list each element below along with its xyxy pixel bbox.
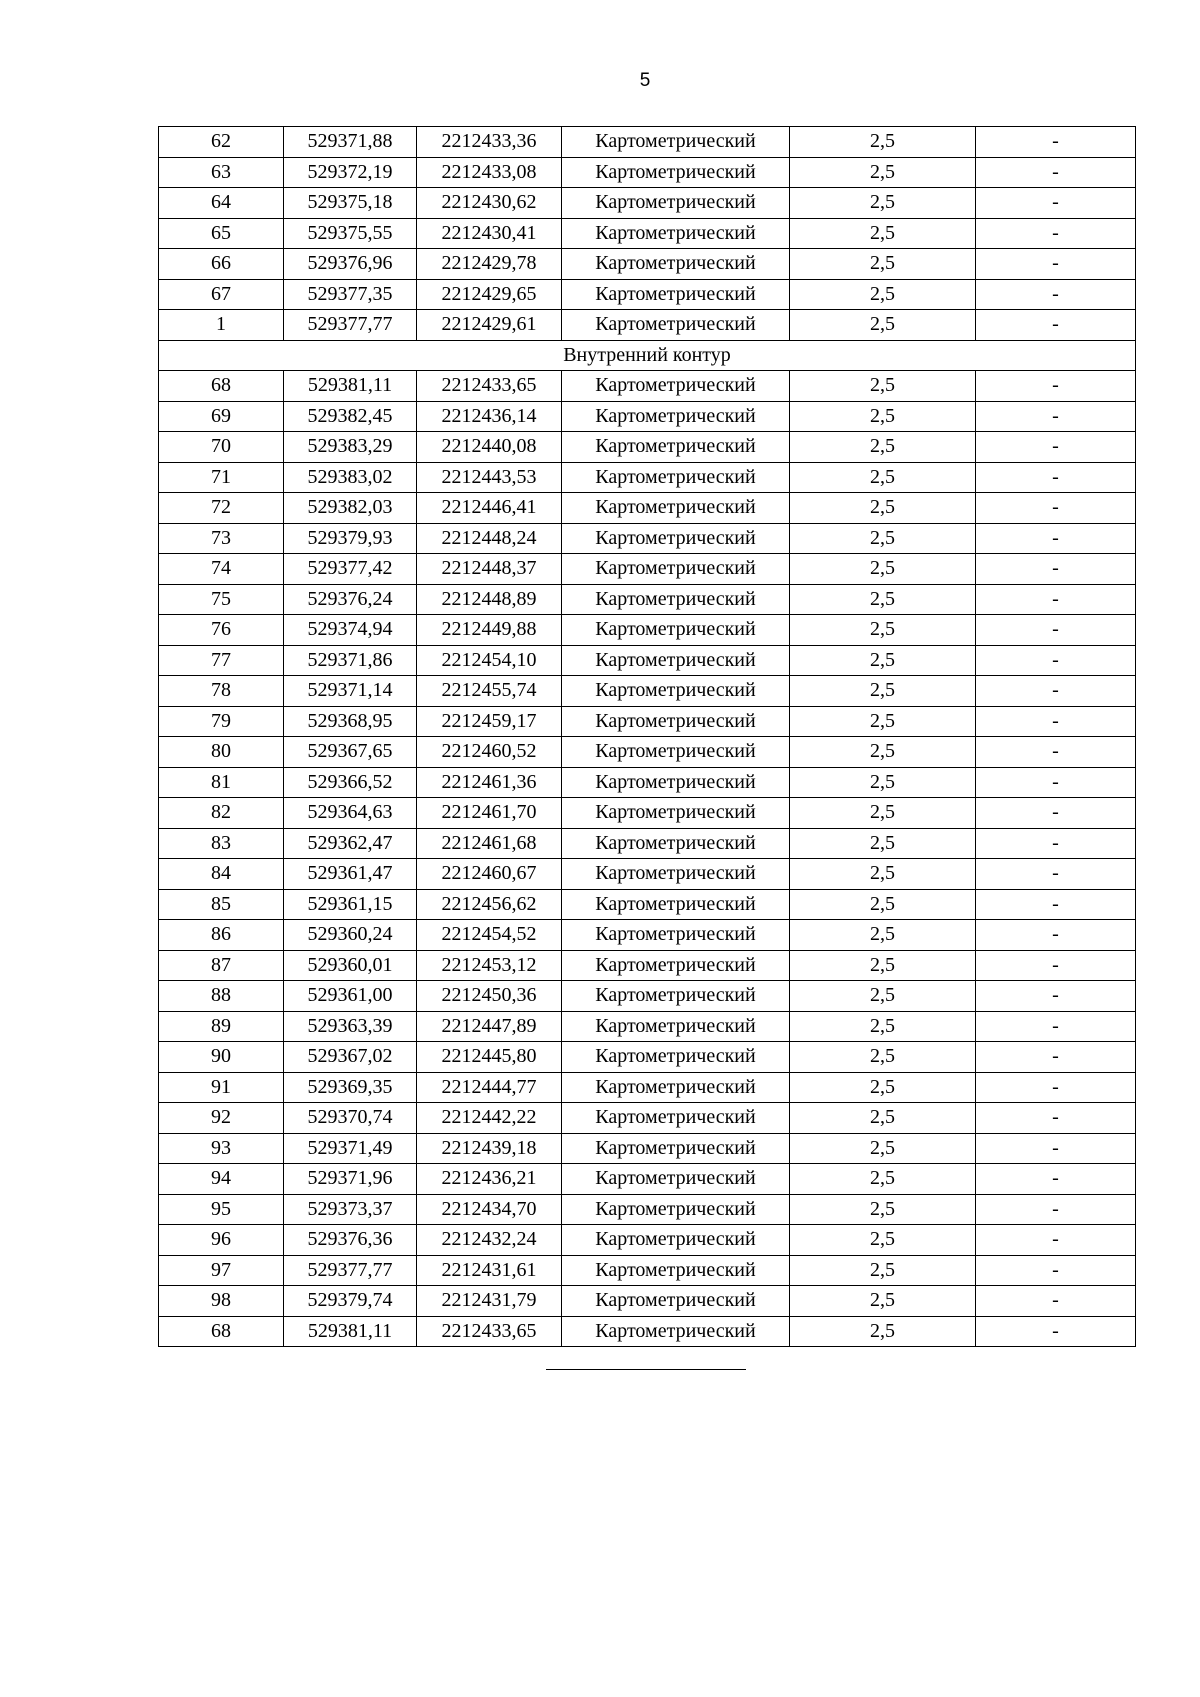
table-row: [159, 493, 1136, 524]
method-cell: Картометрический: [562, 1103, 790, 1134]
x-coordinate-cell: 529371,96: [284, 1164, 417, 1195]
table-row: [159, 188, 1136, 219]
description-cell: -: [976, 310, 1136, 341]
method-cell: Картометрический: [562, 1286, 790, 1317]
table-row: [159, 920, 1136, 951]
x-coordinate-cell: 529361,00: [284, 981, 417, 1012]
y-coordinate-cell: 2212431,61: [417, 1255, 562, 1286]
description-cell: -: [976, 767, 1136, 798]
method-cell: Картометрический: [562, 554, 790, 585]
x-coordinate-cell: 529375,55: [284, 218, 417, 249]
method-cell: Картометрический: [562, 950, 790, 981]
description-cell: -: [976, 981, 1136, 1012]
y-coordinate-cell: 2212454,52: [417, 920, 562, 951]
x-coordinate-cell: 529363,39: [284, 1011, 417, 1042]
point-number-cell: 80: [159, 737, 284, 768]
description-cell: -: [976, 615, 1136, 646]
point-number-cell: 98: [159, 1286, 284, 1317]
accuracy-cell: 2,5: [790, 432, 976, 463]
x-coordinate-cell: 529372,19: [284, 157, 417, 188]
point-number-cell: 66: [159, 249, 284, 280]
point-number-cell: 81: [159, 767, 284, 798]
table-row: [159, 798, 1136, 829]
method-cell: Картометрический: [562, 1133, 790, 1164]
accuracy-cell: 2,5: [790, 188, 976, 219]
method-cell: Картометрический: [562, 737, 790, 768]
y-coordinate-cell: 2212442,22: [417, 1103, 562, 1134]
method-cell: Картометрический: [562, 1194, 790, 1225]
x-coordinate-cell: 529367,65: [284, 737, 417, 768]
description-cell: -: [976, 889, 1136, 920]
x-coordinate-cell: 529377,42: [284, 554, 417, 585]
point-number-cell: 91: [159, 1072, 284, 1103]
x-coordinate-cell: 529376,36: [284, 1225, 417, 1256]
point-number-cell: 70: [159, 432, 284, 463]
description-cell: -: [976, 1011, 1136, 1042]
table-row: [159, 523, 1136, 554]
table-row: [159, 1316, 1136, 1347]
y-coordinate-cell: 2212453,12: [417, 950, 562, 981]
accuracy-cell: 2,5: [790, 127, 976, 158]
accuracy-cell: 2,5: [790, 523, 976, 554]
y-coordinate-cell: 2212461,70: [417, 798, 562, 829]
accuracy-cell: 2,5: [790, 1133, 976, 1164]
table-row: [159, 737, 1136, 768]
y-coordinate-cell: 2212430,62: [417, 188, 562, 219]
table-row: [159, 676, 1136, 707]
description-cell: -: [976, 279, 1136, 310]
description-cell: -: [976, 157, 1136, 188]
x-coordinate-cell: 529379,74: [284, 1286, 417, 1317]
point-number-cell: 79: [159, 706, 284, 737]
x-coordinate-cell: 529371,86: [284, 645, 417, 676]
y-coordinate-cell: 2212432,24: [417, 1225, 562, 1256]
table-row: [159, 645, 1136, 676]
table-row: [159, 401, 1136, 432]
description-cell: -: [976, 249, 1136, 280]
method-cell: Картометрический: [562, 249, 790, 280]
method-cell: Картометрический: [562, 432, 790, 463]
x-coordinate-cell: 529371,14: [284, 676, 417, 707]
accuracy-cell: 2,5: [790, 493, 976, 524]
y-coordinate-cell: 2212440,08: [417, 432, 562, 463]
y-coordinate-cell: 2212445,80: [417, 1042, 562, 1073]
accuracy-cell: 2,5: [790, 1103, 976, 1134]
method-cell: Картометрический: [562, 676, 790, 707]
point-number-cell: 90: [159, 1042, 284, 1073]
point-number-cell: 85: [159, 889, 284, 920]
point-number-cell: 82: [159, 798, 284, 829]
y-coordinate-cell: 2212436,21: [417, 1164, 562, 1195]
accuracy-cell: 2,5: [790, 859, 976, 890]
y-coordinate-cell: 2212449,88: [417, 615, 562, 646]
method-cell: Картометрический: [562, 706, 790, 737]
y-coordinate-cell: 2212431,79: [417, 1286, 562, 1317]
accuracy-cell: 2,5: [790, 798, 976, 829]
table-row: [159, 767, 1136, 798]
x-coordinate-cell: 529371,88: [284, 127, 417, 158]
x-coordinate-cell: 529375,18: [284, 188, 417, 219]
accuracy-cell: 2,5: [790, 310, 976, 341]
table-row: [159, 1042, 1136, 1073]
description-cell: -: [976, 523, 1136, 554]
point-number-cell: 89: [159, 1011, 284, 1042]
method-cell: Картометрический: [562, 371, 790, 402]
accuracy-cell: 2,5: [790, 1255, 976, 1286]
accuracy-cell: 2,5: [790, 615, 976, 646]
section-title: Внутренний контур: [159, 340, 1136, 371]
y-coordinate-cell: 2212433,65: [417, 371, 562, 402]
point-number-cell: 97: [159, 1255, 284, 1286]
method-cell: Картометрический: [562, 889, 790, 920]
accuracy-cell: 2,5: [790, 828, 976, 859]
description-cell: -: [976, 798, 1136, 829]
method-cell: Картометрический: [562, 279, 790, 310]
description-cell: -: [976, 1133, 1136, 1164]
x-coordinate-cell: 529361,15: [284, 889, 417, 920]
method-cell: Картометрический: [562, 859, 790, 890]
accuracy-cell: 2,5: [790, 157, 976, 188]
point-number-cell: 73: [159, 523, 284, 554]
y-coordinate-cell: 2212448,89: [417, 584, 562, 615]
end-of-table-line: [546, 1369, 746, 1370]
description-cell: -: [976, 401, 1136, 432]
accuracy-cell: 2,5: [790, 584, 976, 615]
accuracy-cell: 2,5: [790, 889, 976, 920]
method-cell: Картометрический: [562, 218, 790, 249]
accuracy-cell: 2,5: [790, 737, 976, 768]
description-cell: -: [976, 920, 1136, 951]
accuracy-cell: 2,5: [790, 249, 976, 280]
description-cell: -: [976, 554, 1136, 585]
description-cell: -: [976, 127, 1136, 158]
y-coordinate-cell: 2212455,74: [417, 676, 562, 707]
method-cell: Картометрический: [562, 645, 790, 676]
method-cell: Картометрический: [562, 401, 790, 432]
point-number-cell: 96: [159, 1225, 284, 1256]
outer-contour-rows: [159, 127, 1136, 341]
point-number-cell: 67: [159, 279, 284, 310]
x-coordinate-cell: 529382,45: [284, 401, 417, 432]
table-row: [159, 554, 1136, 585]
x-coordinate-cell: 529376,96: [284, 249, 417, 280]
x-coordinate-cell: 529367,02: [284, 1042, 417, 1073]
point-number-cell: 65: [159, 218, 284, 249]
table-row: [159, 828, 1136, 859]
point-number-cell: 72: [159, 493, 284, 524]
y-coordinate-cell: 2212450,36: [417, 981, 562, 1012]
x-coordinate-cell: 529381,11: [284, 371, 417, 402]
accuracy-cell: 2,5: [790, 706, 976, 737]
x-coordinate-cell: 529377,35: [284, 279, 417, 310]
x-coordinate-cell: 529362,47: [284, 828, 417, 859]
method-cell: Картометрический: [562, 798, 790, 829]
method-cell: Картометрический: [562, 1042, 790, 1073]
accuracy-cell: 2,5: [790, 767, 976, 798]
table-row: [159, 1164, 1136, 1195]
description-cell: -: [976, 1316, 1136, 1347]
description-cell: -: [976, 493, 1136, 524]
method-cell: Картометрический: [562, 615, 790, 646]
description-cell: -: [976, 645, 1136, 676]
description-cell: -: [976, 1255, 1136, 1286]
y-coordinate-cell: 2212433,65: [417, 1316, 562, 1347]
table-row: [159, 279, 1136, 310]
accuracy-cell: 2,5: [790, 950, 976, 981]
method-cell: Картометрический: [562, 462, 790, 493]
section-header-group: [159, 340, 1136, 371]
y-coordinate-cell: 2212454,10: [417, 645, 562, 676]
method-cell: Картометрический: [562, 828, 790, 859]
x-coordinate-cell: 529374,94: [284, 615, 417, 646]
point-number-cell: 86: [159, 920, 284, 951]
x-coordinate-cell: 529376,24: [284, 584, 417, 615]
x-coordinate-cell: 529371,49: [284, 1133, 417, 1164]
description-cell: -: [976, 706, 1136, 737]
table-row: [159, 1011, 1136, 1042]
point-number-cell: 87: [159, 950, 284, 981]
accuracy-cell: 2,5: [790, 1164, 976, 1195]
point-number-cell: 92: [159, 1103, 284, 1134]
point-number-cell: 74: [159, 554, 284, 585]
y-coordinate-cell: 2212448,37: [417, 554, 562, 585]
method-cell: Картометрический: [562, 1316, 790, 1347]
table-row: [159, 1072, 1136, 1103]
point-number-cell: 68: [159, 1316, 284, 1347]
description-cell: -: [976, 1103, 1136, 1134]
y-coordinate-cell: 2212459,17: [417, 706, 562, 737]
x-coordinate-cell: 529379,93: [284, 523, 417, 554]
table-row: [159, 310, 1136, 341]
x-coordinate-cell: 529360,01: [284, 950, 417, 981]
y-coordinate-cell: 2212429,78: [417, 249, 562, 280]
method-cell: Картометрический: [562, 493, 790, 524]
x-coordinate-cell: 529360,24: [284, 920, 417, 951]
y-coordinate-cell: 2212448,24: [417, 523, 562, 554]
point-number-cell: 83: [159, 828, 284, 859]
accuracy-cell: 2,5: [790, 1286, 976, 1317]
method-cell: Картометрический: [562, 1225, 790, 1256]
description-cell: -: [976, 218, 1136, 249]
table-row: [159, 584, 1136, 615]
x-coordinate-cell: 529377,77: [284, 310, 417, 341]
description-cell: -: [976, 737, 1136, 768]
accuracy-cell: 2,5: [790, 401, 976, 432]
accuracy-cell: 2,5: [790, 1316, 976, 1347]
y-coordinate-cell: 2212430,41: [417, 218, 562, 249]
x-coordinate-cell: 529383,02: [284, 462, 417, 493]
description-cell: -: [976, 188, 1136, 219]
y-coordinate-cell: 2212439,18: [417, 1133, 562, 1164]
table-row: [159, 706, 1136, 737]
point-number-cell: 69: [159, 401, 284, 432]
table-row: [159, 859, 1136, 890]
description-cell: -: [976, 828, 1136, 859]
description-cell: -: [976, 676, 1136, 707]
y-coordinate-cell: 2212456,62: [417, 889, 562, 920]
method-cell: Картометрический: [562, 157, 790, 188]
description-cell: -: [976, 1225, 1136, 1256]
accuracy-cell: 2,5: [790, 554, 976, 585]
point-number-cell: 78: [159, 676, 284, 707]
x-coordinate-cell: 529377,77: [284, 1255, 417, 1286]
accuracy-cell: 2,5: [790, 1225, 976, 1256]
y-coordinate-cell: 2212444,77: [417, 1072, 562, 1103]
point-number-cell: 75: [159, 584, 284, 615]
x-coordinate-cell: 529369,35: [284, 1072, 417, 1103]
point-number-cell: 64: [159, 188, 284, 219]
accuracy-cell: 2,5: [790, 920, 976, 951]
table-row: [159, 889, 1136, 920]
table-row: [159, 371, 1136, 402]
x-coordinate-cell: 529370,74: [284, 1103, 417, 1134]
section-header-row: [159, 340, 1136, 371]
point-number-cell: 62: [159, 127, 284, 158]
coordinates-table: [158, 126, 1136, 1347]
table-row: [159, 1103, 1136, 1134]
y-coordinate-cell: 2212434,70: [417, 1194, 562, 1225]
y-coordinate-cell: 2212429,61: [417, 310, 562, 341]
y-coordinate-cell: 2212460,67: [417, 859, 562, 890]
table-row: [159, 432, 1136, 463]
table-row: [159, 615, 1136, 646]
page-number: 5: [639, 70, 651, 91]
method-cell: Картометрический: [562, 1164, 790, 1195]
inner-contour-rows: [159, 371, 1136, 1347]
description-cell: -: [976, 1164, 1136, 1195]
accuracy-cell: 2,5: [790, 279, 976, 310]
method-cell: Картометрический: [562, 920, 790, 951]
point-number-cell: 93: [159, 1133, 284, 1164]
y-coordinate-cell: 2212433,08: [417, 157, 562, 188]
x-coordinate-cell: 529382,03: [284, 493, 417, 524]
description-cell: -: [976, 432, 1136, 463]
table-row: [159, 462, 1136, 493]
table-row: [159, 950, 1136, 981]
description-cell: -: [976, 584, 1136, 615]
point-number-cell: 84: [159, 859, 284, 890]
accuracy-cell: 2,5: [790, 1194, 976, 1225]
y-coordinate-cell: 2212433,36: [417, 127, 562, 158]
accuracy-cell: 2,5: [790, 1042, 976, 1073]
point-number-cell: 95: [159, 1194, 284, 1225]
accuracy-cell: 2,5: [790, 218, 976, 249]
point-number-cell: 68: [159, 371, 284, 402]
point-number-cell: 94: [159, 1164, 284, 1195]
x-coordinate-cell: 529364,63: [284, 798, 417, 829]
description-cell: -: [976, 1042, 1136, 1073]
point-number-cell: 77: [159, 645, 284, 676]
table-row: [159, 157, 1136, 188]
description-cell: -: [976, 950, 1136, 981]
description-cell: -: [976, 1072, 1136, 1103]
accuracy-cell: 2,5: [790, 1072, 976, 1103]
point-number-cell: 76: [159, 615, 284, 646]
method-cell: Картометрический: [562, 981, 790, 1012]
method-cell: Картометрический: [562, 584, 790, 615]
description-cell: -: [976, 462, 1136, 493]
description-cell: -: [976, 859, 1136, 890]
method-cell: Картометрический: [562, 1072, 790, 1103]
y-coordinate-cell: 2212436,14: [417, 401, 562, 432]
y-coordinate-cell: 2212460,52: [417, 737, 562, 768]
x-coordinate-cell: 529373,37: [284, 1194, 417, 1225]
y-coordinate-cell: 2212447,89: [417, 1011, 562, 1042]
method-cell: Картометрический: [562, 1011, 790, 1042]
method-cell: Картометрический: [562, 127, 790, 158]
method-cell: Картометрический: [562, 1255, 790, 1286]
x-coordinate-cell: 529361,47: [284, 859, 417, 890]
point-number-cell: 88: [159, 981, 284, 1012]
y-coordinate-cell: 2212461,36: [417, 767, 562, 798]
accuracy-cell: 2,5: [790, 371, 976, 402]
method-cell: Картометрический: [562, 188, 790, 219]
table-row: [159, 1225, 1136, 1256]
method-cell: Картометрический: [562, 767, 790, 798]
accuracy-cell: 2,5: [790, 676, 976, 707]
table-row: [159, 981, 1136, 1012]
x-coordinate-cell: 529368,95: [284, 706, 417, 737]
accuracy-cell: 2,5: [790, 645, 976, 676]
accuracy-cell: 2,5: [790, 981, 976, 1012]
accuracy-cell: 2,5: [790, 1011, 976, 1042]
description-cell: -: [976, 1286, 1136, 1317]
y-coordinate-cell: 2212461,68: [417, 828, 562, 859]
table-row: [159, 218, 1136, 249]
method-cell: Картометрический: [562, 310, 790, 341]
y-coordinate-cell: 2212443,53: [417, 462, 562, 493]
x-coordinate-cell: 529383,29: [284, 432, 417, 463]
x-coordinate-cell: 529381,11: [284, 1316, 417, 1347]
table-row: [159, 1286, 1136, 1317]
description-cell: -: [976, 371, 1136, 402]
table-row: [159, 1255, 1136, 1286]
point-number-cell: 71: [159, 462, 284, 493]
y-coordinate-cell: 2212429,65: [417, 279, 562, 310]
accuracy-cell: 2,5: [790, 462, 976, 493]
table-row: [159, 249, 1136, 280]
table-row: [159, 1133, 1136, 1164]
description-cell: -: [976, 1194, 1136, 1225]
table-row: [159, 127, 1136, 158]
y-coordinate-cell: 2212446,41: [417, 493, 562, 524]
point-number-cell: 63: [159, 157, 284, 188]
method-cell: Картометрический: [562, 523, 790, 554]
x-coordinate-cell: 529366,52: [284, 767, 417, 798]
table-row: [159, 1194, 1136, 1225]
point-number-cell: 1: [159, 310, 284, 341]
